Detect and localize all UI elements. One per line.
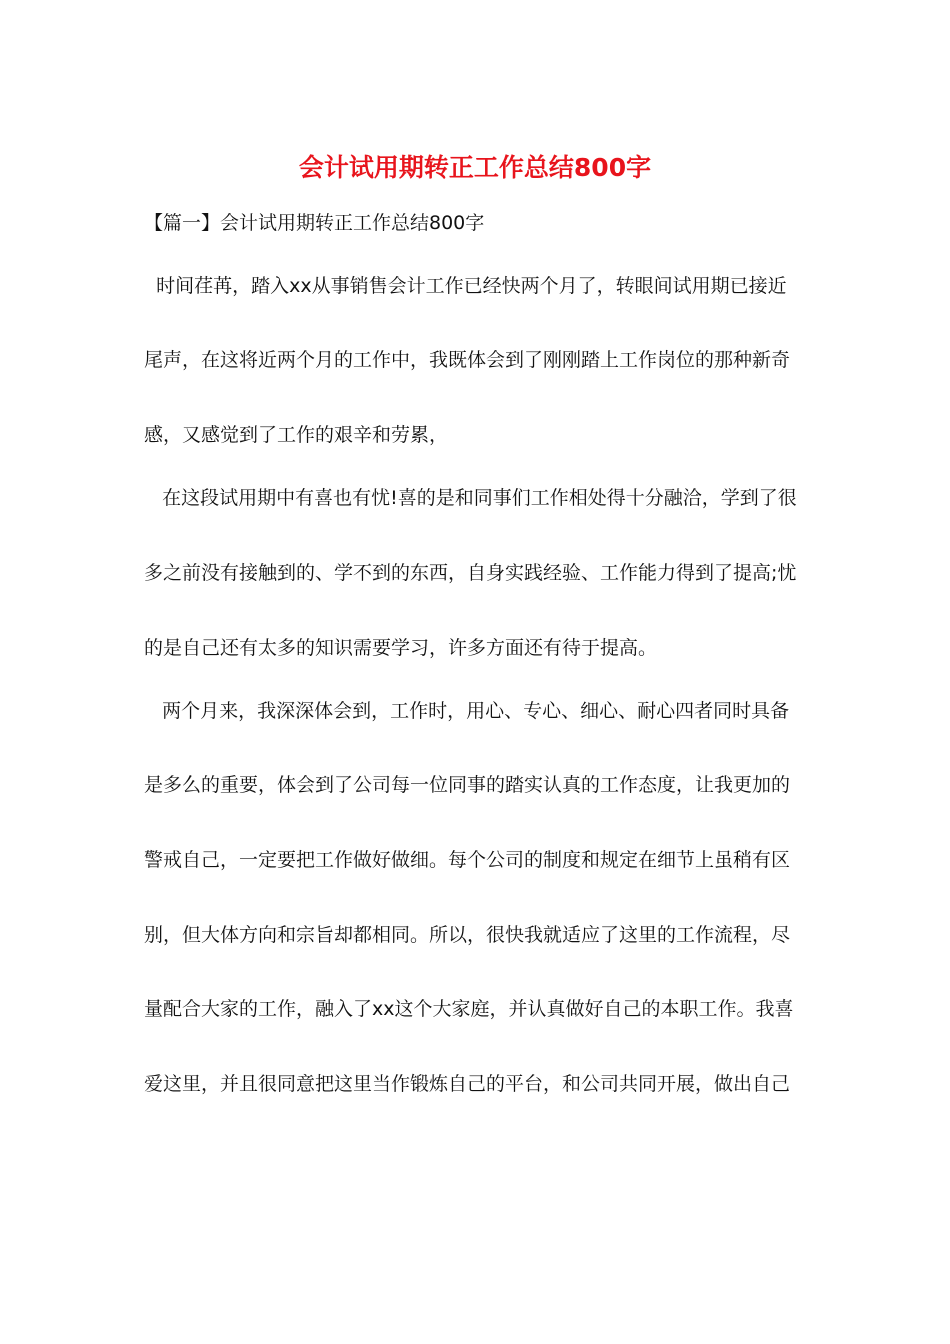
section-heading: 【篇一】会计试用期转正工作总结800字: [144, 212, 485, 234]
paragraph-line: 两个月来，我深深体会到，工作时，用心、专心、细心、耐心四者同时具备: [144, 700, 790, 722]
paragraph-line: 时间荏苒，踏入xx从事销售会计工作已经快两个月了，转眼间试用期已接近: [144, 275, 787, 297]
paragraph-line: 尾声，在这将近两个月的工作中，我既体会到了刚刚踏上工作岗位的那种新奇: [144, 349, 791, 371]
document-title: 会计试用期转正工作总结800字: [298, 153, 652, 182]
paragraph-line: 是多么的重要，体会到了公司每一位同事的踏实认真的工作态度，让我更加的: [144, 774, 791, 796]
paragraph-line: 在这段试用期中有喜也有忧!喜的是和同事们工作相处得十分融洽，学到了很: [144, 487, 797, 509]
paragraph-line: 别，但大体方向和宗旨却都相同。所以，很快我就适应了这里的工作流程，尽: [144, 924, 791, 946]
paragraph-line: 爱这里，并且很同意把这里当作锻炼自己的平台，和公司共同开展，做出自己: [144, 1073, 791, 1095]
paragraph-line: 多之前没有接触到的、学不到的东西，自身实践经验、工作能力得到了提高;忧: [144, 562, 797, 584]
paragraph-line: 的是自己还有太多的知识需要学习，许多方面还有待于提高。: [144, 637, 658, 659]
paragraph-line: 量配合大家的工作，融入了xx这个大家庭，并认真做好自己的本职工作。我喜: [144, 998, 794, 1020]
paragraph-line: 警戒自己，一定要把工作做好做细。每个公司的制度和规定在细节上虽稍有区: [144, 849, 791, 871]
paragraph-line: 感，又感觉到了工作的艰辛和劳累，: [144, 424, 449, 446]
